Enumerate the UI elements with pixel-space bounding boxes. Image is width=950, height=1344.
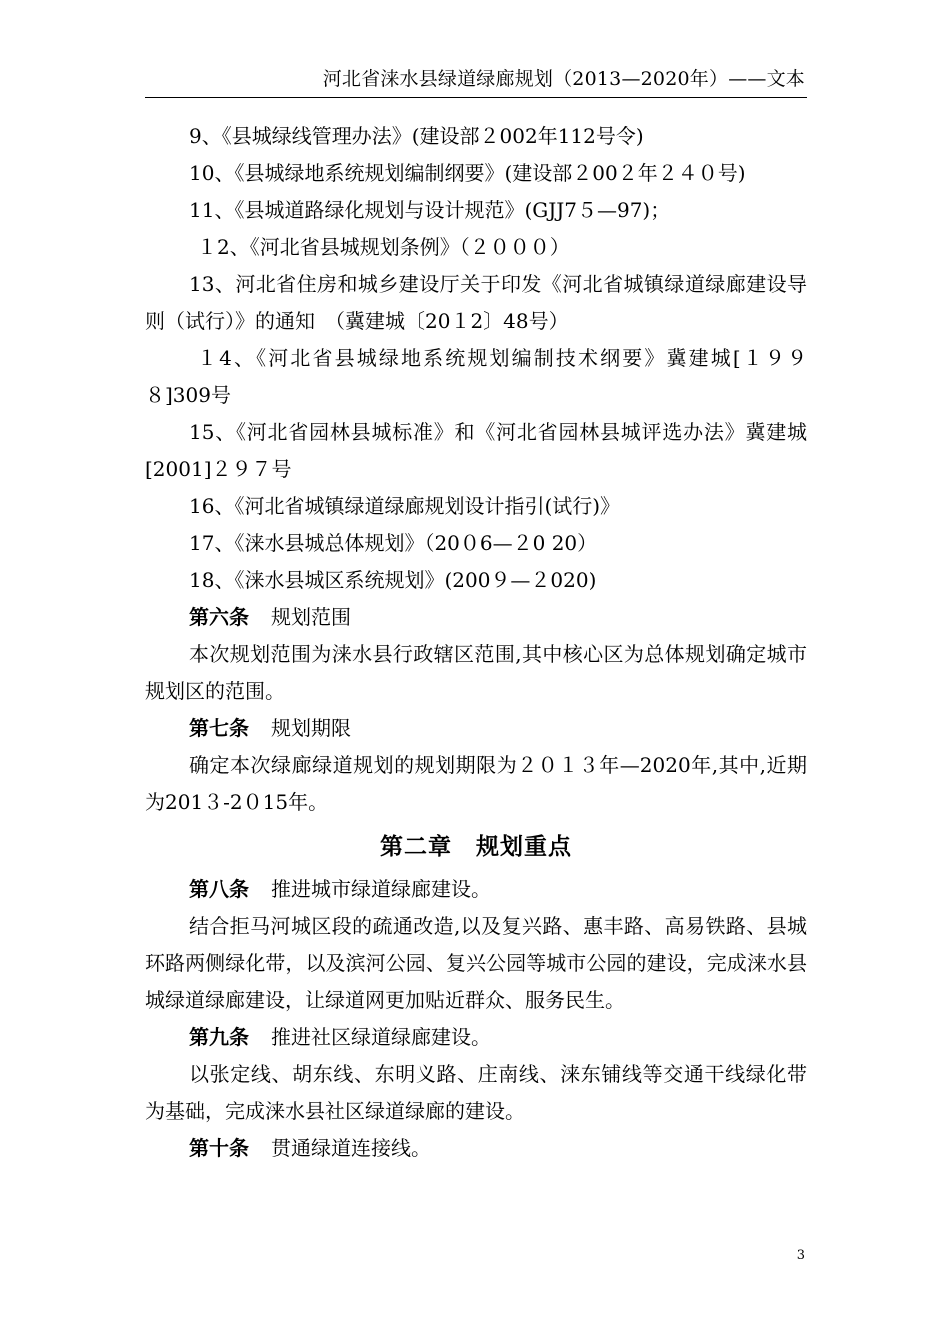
reference-item-18: 18、《涞水县城区系统规划》(200９—２020) xyxy=(189,568,597,592)
article-6-heading xyxy=(145,599,807,636)
article-7-body: 确定本次绿廊绿道规划的规划期限为２０１３年—2020年,其中,近期为201３-2０15年。 xyxy=(145,753,807,814)
article-10-heading xyxy=(145,1130,807,1167)
article-6-number: 第六条 xyxy=(189,605,249,629)
article-8-title: 推进城市绿道绿廊建设。 xyxy=(271,877,491,901)
page-number: 3 xyxy=(796,1248,805,1263)
article-9-title: 推进社区绿道绿廊建设。 xyxy=(271,1025,491,1049)
reference-item-13: 13、河北省住房和城乡建设厅关于印发《河北省城镇绿道绿廊建设导则（试行）》的通知 （冀建城〔20１2〕48号） xyxy=(145,272,807,333)
article-7-heading xyxy=(145,710,807,747)
reference-item-15: 15、《河北省园林县城标准》和《河北省园林县城评选办法》冀建城[2001]２９７号 xyxy=(145,420,807,481)
article-6-body: 本次规划范围为涞水县行政辖区范围,其中核心区为总体规划确定城市规划区的范围。 xyxy=(145,642,807,703)
article-10-number: 第十条 xyxy=(189,1136,249,1160)
article-8-heading xyxy=(145,871,807,908)
reference-item-12: １2、《河北省县城规划条例》（２０００） xyxy=(197,235,570,259)
reference-item-14: １4、《河北省县城绿地系统规划编制技术纲要》冀建城[１９９８]309号 xyxy=(145,346,807,407)
reference-item-11: 11、《县城道路绿化规划与设计规范》(GJJ7５—97)； xyxy=(189,198,671,222)
reference-item-17: 17、《涞水县城总体规划》（20０6—２0 20） xyxy=(189,531,598,555)
article-8-number: 第八条 xyxy=(189,877,249,901)
header-divider xyxy=(145,97,807,98)
reference-item-16: 16、《河北省城镇绿道绿廊规划设计指引(试行)》 xyxy=(189,494,621,518)
article-9-body: 以张定线、胡东线、东明义路、庄南线、涞东铺线等交通干线绿化带为基础，完成涞水县社区绿道绿廊的建设。 xyxy=(145,1062,807,1123)
document-body xyxy=(145,118,807,1167)
reference-item-9: 9、《县城绿线管理办法》(建设部２002年112号令) xyxy=(189,124,644,148)
article-7-title: 规划期限 xyxy=(271,716,351,740)
chapter-title: 第二章 规划重点 xyxy=(380,834,572,860)
article-6-title: 规划范围 xyxy=(271,605,351,629)
article-9-number: 第九条 xyxy=(189,1025,249,1049)
article-8-body: 结合拒马河城区段的疏通改造,以及复兴路、惠丰路、高易铁路、县城环路两侧绿化带，以及滨河公园、复兴公园等城市公园的建设，完成涞水县城绿道绿廊建设，让绿道网更加贴近群众、服务民生。 xyxy=(145,914,807,1012)
article-7-number: 第七条 xyxy=(189,716,249,740)
running-header: 河北省涞水县绿道绿廊规划（2013—2020年）——文本 xyxy=(322,68,805,90)
article-10-title: 贯通绿道连接线。 xyxy=(271,1136,431,1160)
article-9-heading xyxy=(145,1019,807,1056)
reference-item-10: 10、《县城绿地系统规划编制纲要》(建设部２00２年２４０号) xyxy=(189,161,746,185)
